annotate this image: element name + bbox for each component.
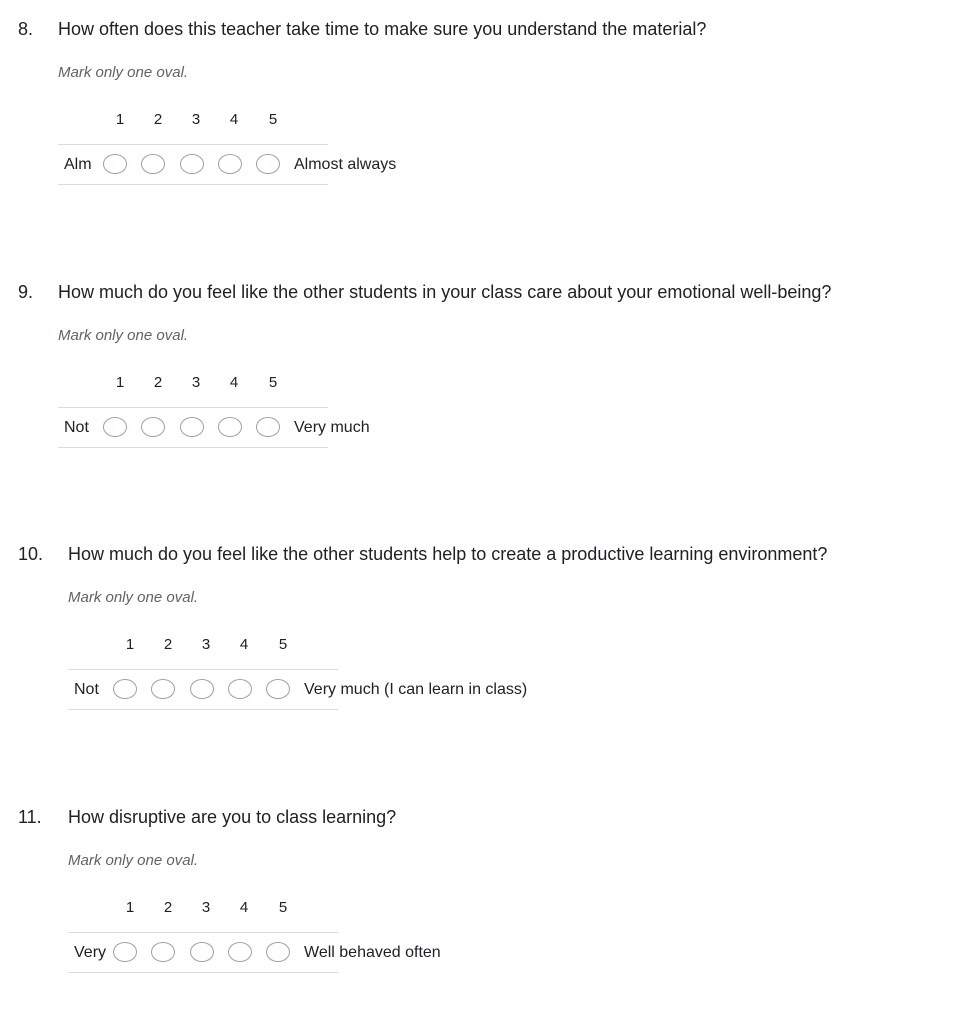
radio-oval-4[interactable] xyxy=(218,154,242,174)
scale-number-3: 3 xyxy=(201,899,211,916)
scale-number-2: 2 xyxy=(153,374,163,391)
scale-number-5: 5 xyxy=(268,374,278,391)
scale-numbers xyxy=(58,373,328,393)
low-label: Alm xyxy=(64,156,92,173)
scale-number-1: 1 xyxy=(115,374,125,391)
scale-number-1: 1 xyxy=(125,636,135,653)
radio-oval-3[interactable] xyxy=(190,942,214,962)
question-hint: Mark only one oval. xyxy=(58,327,189,344)
radio-oval-2[interactable] xyxy=(151,942,175,962)
radio-oval-4[interactable] xyxy=(228,679,252,699)
scale-number-2: 2 xyxy=(163,636,173,653)
low-label: Not xyxy=(64,419,89,436)
high-label: Almost always xyxy=(294,156,397,173)
radio-oval-5[interactable] xyxy=(256,154,280,174)
radio-oval-1[interactable] xyxy=(103,417,127,437)
high-label: Very much (I can learn in class) xyxy=(304,681,528,698)
radio-oval-4[interactable] xyxy=(228,942,252,962)
scale-number-3: 3 xyxy=(191,111,201,128)
divider xyxy=(68,932,338,933)
scale-number-1: 1 xyxy=(115,111,125,128)
radio-oval-2[interactable] xyxy=(141,154,165,174)
question-number: 10. xyxy=(18,544,44,564)
question-text: How disruptive are you to class learning? xyxy=(68,807,397,827)
scale-number-1: 1 xyxy=(125,899,135,916)
divider xyxy=(58,184,328,185)
radio-oval-5[interactable] xyxy=(266,679,290,699)
divider xyxy=(68,669,338,670)
low-label: Not xyxy=(74,681,99,698)
question-hint: Mark only one oval. xyxy=(58,64,189,81)
scale-number-4: 4 xyxy=(229,374,239,391)
scale-number-3: 3 xyxy=(201,636,211,653)
question-number: 8. xyxy=(18,19,34,39)
scale-numbers xyxy=(68,898,338,918)
scale-number-2: 2 xyxy=(153,111,163,128)
radio-oval-3[interactable] xyxy=(190,679,214,699)
scale-number-4: 4 xyxy=(239,899,249,916)
scale-number-4: 4 xyxy=(229,111,239,128)
radio-oval-5[interactable] xyxy=(266,942,290,962)
scale-number-5: 5 xyxy=(278,636,288,653)
scale-number-5: 5 xyxy=(268,111,278,128)
question-number: 11. xyxy=(18,807,42,827)
radio-oval-1[interactable] xyxy=(113,679,137,699)
linear-scale xyxy=(58,373,370,447)
scale-numbers xyxy=(58,110,328,130)
radio-oval-3[interactable] xyxy=(180,154,204,174)
scale-number-2: 2 xyxy=(163,899,173,916)
divider xyxy=(68,972,338,973)
linear-scale xyxy=(58,110,397,184)
question-text: How much do you feel like the other students help to create a productive learning environment? xyxy=(68,544,828,564)
radio-oval-2[interactable] xyxy=(141,417,165,437)
radio-oval-4[interactable] xyxy=(218,417,242,437)
divider xyxy=(58,447,328,448)
radio-oval-2[interactable] xyxy=(151,679,175,699)
scale-number-3: 3 xyxy=(191,374,201,391)
high-label: Very much xyxy=(294,419,370,436)
scale-number-4: 4 xyxy=(239,636,249,653)
divider xyxy=(68,709,338,710)
question-text: How often does this teacher take time to make sure you understand the material? xyxy=(58,19,707,39)
low-label: Very xyxy=(74,944,107,961)
question-hint: Mark only one oval. xyxy=(68,852,199,869)
divider xyxy=(58,407,328,408)
question-text: How much do you feel like the other students in your class care about your emotional well-being? xyxy=(58,282,832,302)
divider xyxy=(58,144,328,145)
scale-numbers xyxy=(68,635,338,655)
radio-oval-1[interactable] xyxy=(103,154,127,174)
radio-oval-5[interactable] xyxy=(256,417,280,437)
question-number: 9. xyxy=(18,282,34,302)
scale-number-5: 5 xyxy=(278,899,288,916)
linear-scale xyxy=(68,898,441,972)
radio-oval-1[interactable] xyxy=(113,942,137,962)
question-hint: Mark only one oval. xyxy=(68,589,199,606)
linear-scale xyxy=(68,635,528,709)
radio-oval-3[interactable] xyxy=(180,417,204,437)
high-label: Well behaved often xyxy=(304,944,441,961)
